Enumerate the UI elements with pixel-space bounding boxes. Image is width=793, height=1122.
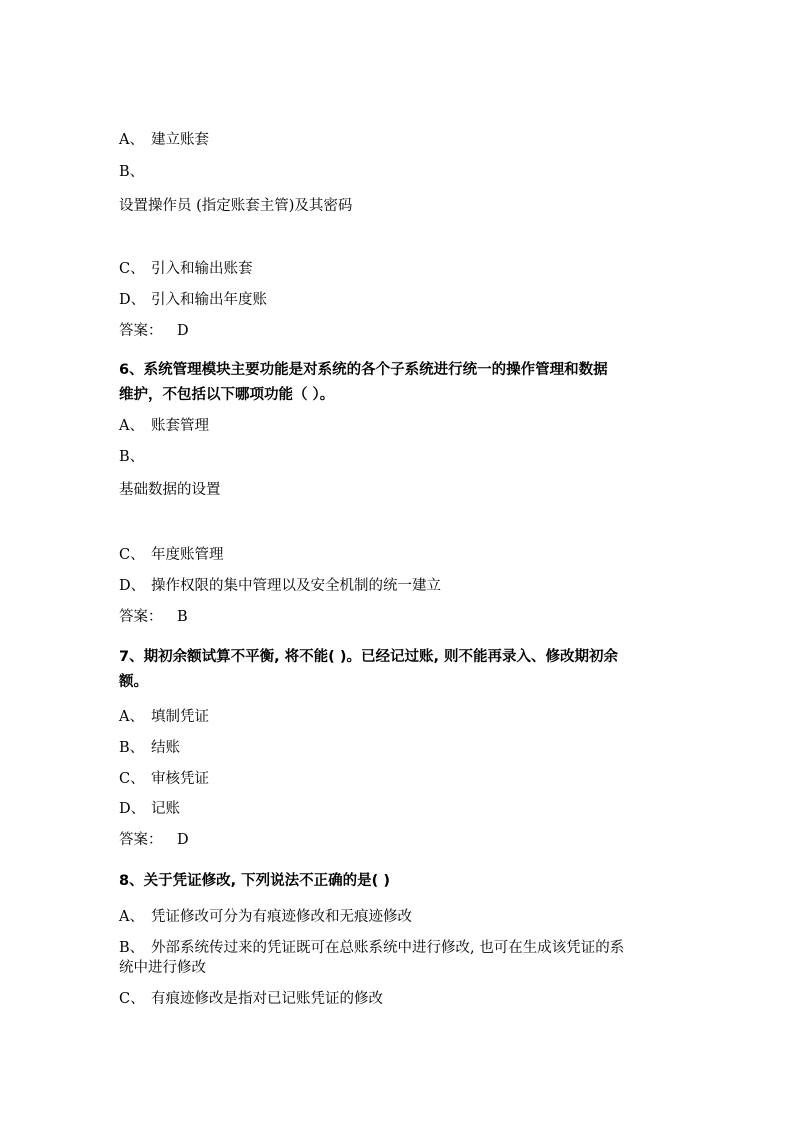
q6-stem-line1: 6、系统管理模块主要功能是对系统的各个子系统进行统一的操作管理和数据 bbox=[119, 362, 608, 378]
option-text: 基础数据的设置 bbox=[119, 482, 221, 498]
q5-option-a bbox=[119, 130, 209, 150]
q5-option-c bbox=[119, 259, 253, 279]
option-text: 凭证修改可分为有痕迹修改和无痕迹修改 bbox=[151, 909, 412, 925]
q7-stem-line1: 7、期初余额试算不平衡, 将不能( )。已经记过账, 则不能再录入、修改期初余 bbox=[119, 649, 619, 665]
q8-option-b-cont bbox=[119, 958, 206, 978]
option-text: 审核凭证 bbox=[151, 771, 209, 787]
answer-value: D bbox=[177, 832, 189, 848]
q6-option-c bbox=[119, 545, 224, 565]
option-text: 有痕迹修改是指对已记账凭证的修改 bbox=[151, 991, 383, 1007]
q6-stem-line2: 维护，不包括以下哪项功能（ ）。 bbox=[119, 387, 335, 403]
q7-answer bbox=[119, 830, 189, 850]
option-text: 统中进行修改 bbox=[119, 960, 206, 976]
option-letter: D、 bbox=[119, 801, 146, 817]
option-text: 建立账套 bbox=[151, 132, 209, 148]
option-letter: D、 bbox=[119, 292, 146, 308]
option-text: 账套管理 bbox=[151, 418, 209, 434]
q7-option-b bbox=[119, 738, 180, 758]
answer-value: B bbox=[177, 609, 188, 625]
q8-option-c bbox=[119, 989, 383, 1009]
q8-stem: 8、关于凭证修改, 下列说法不正确的是( ) bbox=[119, 873, 390, 889]
q5-option-b bbox=[119, 162, 151, 182]
q6-option-a bbox=[119, 416, 209, 436]
option-text: 引入和输出账套 bbox=[151, 261, 253, 277]
option-letter: B、 bbox=[119, 940, 145, 956]
option-letter: A、 bbox=[119, 909, 144, 925]
q7-option-a bbox=[119, 707, 209, 727]
option-letter: B、 bbox=[119, 449, 145, 465]
option-letter: B、 bbox=[119, 740, 145, 756]
option-letter: A、 bbox=[119, 418, 144, 434]
q6-answer bbox=[119, 607, 188, 627]
q7-option-c bbox=[119, 769, 209, 789]
q5-answer bbox=[119, 321, 189, 341]
option-text: 设置操作员 (指定账套主管)及其密码 bbox=[119, 198, 353, 214]
option-text: 年度账管理 bbox=[151, 547, 224, 563]
q6-option-b-text bbox=[119, 480, 221, 500]
answer-value: D bbox=[177, 323, 189, 339]
option-letter: C、 bbox=[119, 771, 145, 787]
option-text: 记账 bbox=[151, 801, 180, 817]
option-letter: A、 bbox=[119, 132, 144, 148]
q7-option-d bbox=[119, 799, 180, 819]
option-text: 外部系统传过来的凭证既可在总账系统中进行修改, 也可在生成该凭证的系 bbox=[151, 940, 625, 956]
option-text: 操作权限的集中管理以及安全机制的统一建立 bbox=[151, 578, 441, 594]
option-letter: D、 bbox=[119, 578, 146, 594]
answer-label: 答案： bbox=[119, 609, 163, 625]
q8-option-b bbox=[119, 938, 624, 958]
option-letter: A、 bbox=[119, 709, 144, 725]
option-letter: B、 bbox=[119, 164, 145, 180]
option-text: 结账 bbox=[151, 740, 180, 756]
answer-label: 答案： bbox=[119, 323, 163, 339]
q7-stem-line2: 额。 bbox=[119, 674, 148, 690]
option-text: 引入和输出年度账 bbox=[151, 292, 267, 308]
q6-option-b bbox=[119, 447, 151, 467]
option-text: 填制凭证 bbox=[151, 709, 209, 725]
q5-option-d bbox=[119, 290, 267, 310]
q8-option-a bbox=[119, 907, 412, 927]
option-letter: C、 bbox=[119, 991, 145, 1007]
option-letter: C、 bbox=[119, 261, 145, 277]
option-letter: C、 bbox=[119, 547, 145, 563]
q6-option-d bbox=[119, 576, 441, 596]
answer-label: 答案： bbox=[119, 832, 163, 848]
q5-option-b-text bbox=[119, 196, 352, 216]
